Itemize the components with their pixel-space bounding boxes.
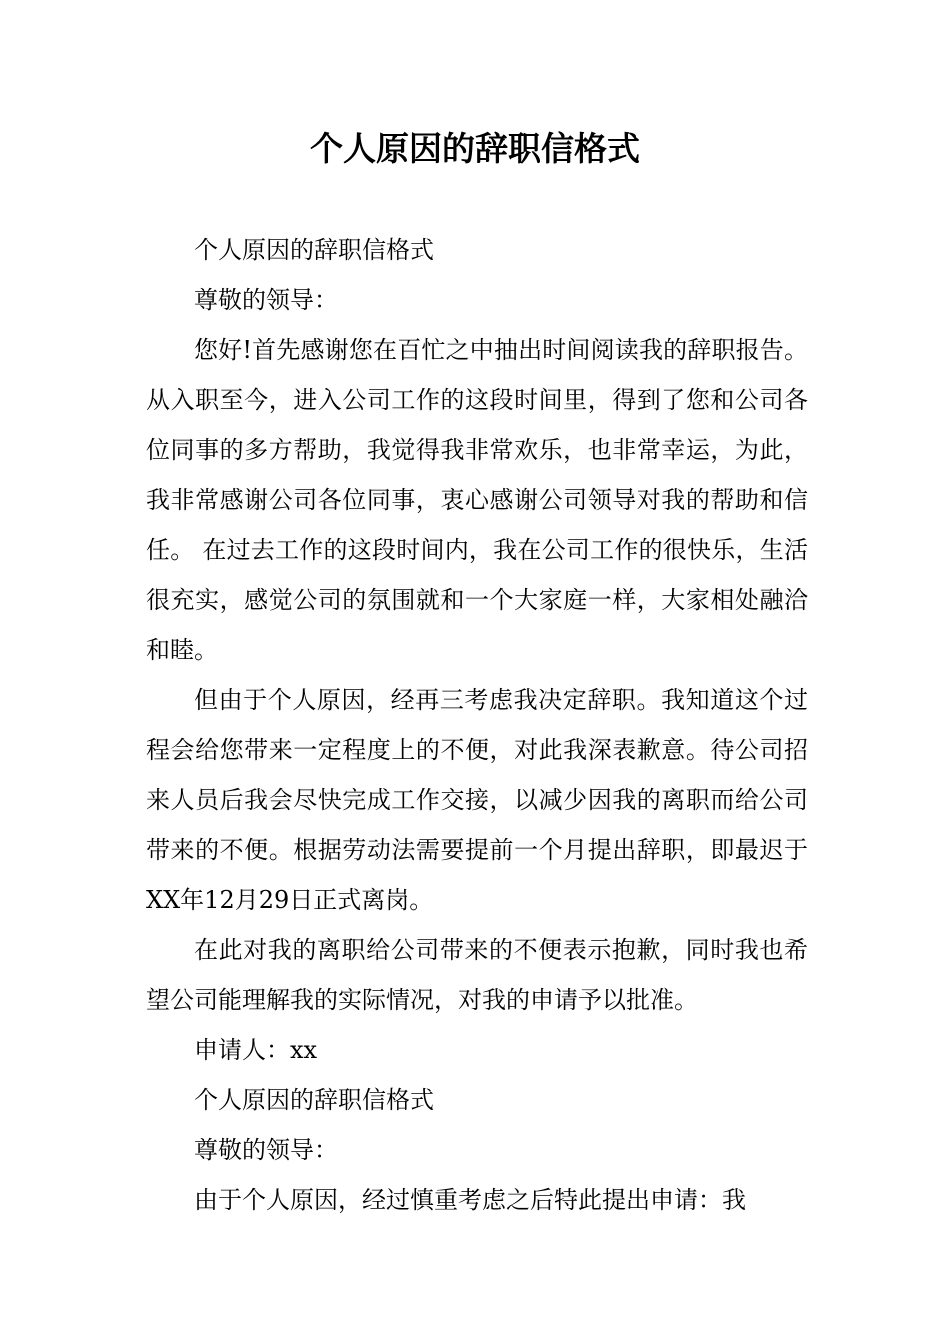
body-paragraph: 尊敬的领导： — [194, 286, 338, 314]
body-paragraph: 个人原因的辞职信格式 — [194, 236, 434, 264]
body-paragraph: 由于个人原因，经过慎重考虑之后特此提出申请：我 — [194, 1186, 746, 1214]
body-paragraph: 个人原因的辞职信格式 — [194, 1086, 434, 1114]
body-paragraph: 您好!首先感谢您在百忙之中抽出时间阅读我的辞职报告。 从入职至今，进入公司工作的这段时间里，得到了您和公司各位同事的多方帮助，我觉得我非常欢乐，也非常幸运，为此，我非常感谢公司各位同事，衷心感谢公司领导对我的帮助和信任。 在过去工作的这段时间内，我在公司工作的很快乐，生活很充实，感觉公司的氛围就和一个大家庭一样，大家相处融洽和睦。 — [146, 336, 808, 664]
document-title: 个人原因的辞职信格式 — [310, 129, 640, 168]
document-body — [146, 225, 808, 1225]
body-paragraph: 尊敬的领导： — [194, 1136, 338, 1164]
body-paragraph: 申请人：xx — [194, 1036, 318, 1064]
body-paragraph: 但由于个人原因，经再三考虑我决定辞职。我知道这个过程会给您带来一定程度上的不便，对此我深表歉意。待公司招来人员后我会尽快完成工作交接，以减少因我的离职而给公司带来的不便。根据劳动法需要提前一个月提出辞职，即最迟于XX年12月29日正式离岗。 — [146, 686, 808, 914]
body-paragraph: 在此对我的离职给公司带来的不便表示抱歉，同时我也希望公司能理解我的实际情况，对我的申请予以批准。 — [146, 936, 808, 1014]
